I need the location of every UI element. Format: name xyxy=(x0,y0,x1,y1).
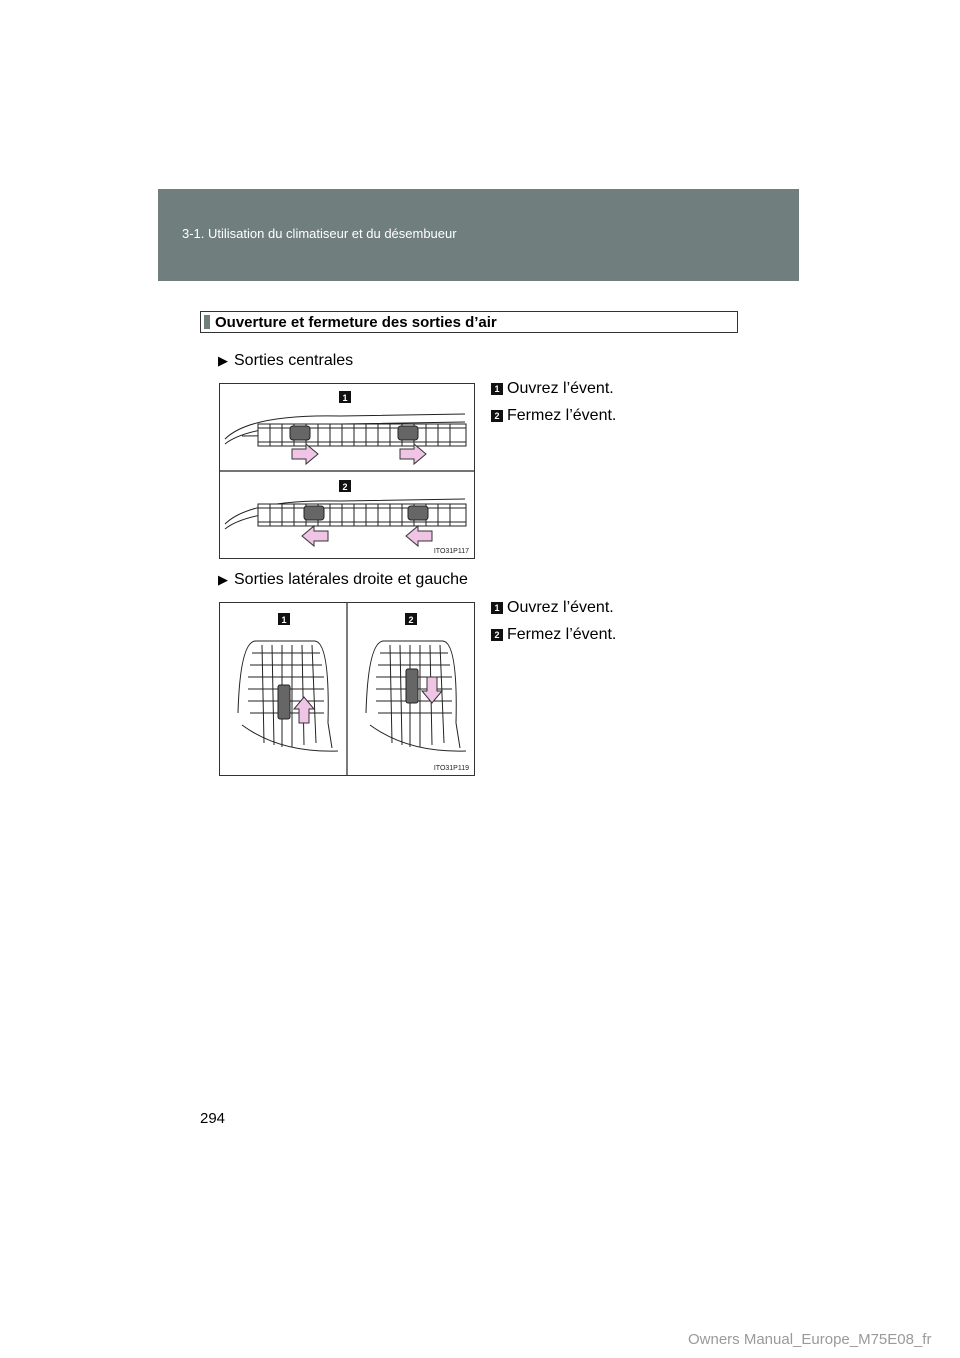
subsection-title-side xyxy=(218,571,468,589)
side-vent-illustration xyxy=(220,603,474,775)
page-number: 294 xyxy=(200,1110,226,1127)
step-close-side xyxy=(491,626,616,644)
chapter-breadcrumb: 3-1. Utilisation du climatiseur et du désembueur xyxy=(182,226,457,241)
subsection-title-text: Sorties latérales droite et gauche xyxy=(234,571,468,588)
step-open-side xyxy=(491,599,614,617)
step-number-badge: 2 xyxy=(491,410,503,422)
panel-label-2: 2 xyxy=(408,615,414,625)
arrow-left-icon xyxy=(406,526,432,546)
step-text: Ouvrez l’évent. xyxy=(507,599,614,616)
figure-code: ITO31P117 xyxy=(433,548,469,555)
bullet-triangle-icon: ▶ xyxy=(218,353,228,368)
panel-label-1: 1 xyxy=(281,615,287,625)
step-text: Ouvrez l’évent. xyxy=(507,380,614,397)
step-close-central xyxy=(491,407,616,425)
central-vent-illustration xyxy=(220,384,474,558)
subsection-title-text: Sorties centrales xyxy=(234,352,354,369)
step-number-badge: 2 xyxy=(491,629,503,641)
step-text: Fermez l’évent. xyxy=(507,407,617,424)
step-number-badge: 1 xyxy=(491,602,503,614)
section-heading xyxy=(200,311,738,333)
bullet-triangle-icon: ▶ xyxy=(218,572,228,587)
arrow-right-icon xyxy=(292,444,318,464)
step-open-central xyxy=(491,380,614,398)
subsection-title-central xyxy=(218,352,353,370)
step-text: Fermez l’évent. xyxy=(507,626,617,643)
step-number-badge: 1 xyxy=(491,383,503,395)
footer-watermark: Owners Manual_Europe_M75E08_fr xyxy=(688,1331,932,1348)
panel-label-2: 2 xyxy=(342,482,348,492)
section-title: Ouverture et fermeture des sorties d’air xyxy=(215,314,497,331)
arrow-right-icon xyxy=(400,444,426,464)
figure-code: ITO31P119 xyxy=(433,765,469,772)
arrow-down-icon xyxy=(422,677,442,703)
heading-marker xyxy=(204,315,210,329)
panel-label-1: 1 xyxy=(342,393,348,403)
figure-central-vents xyxy=(219,383,475,559)
figure-side-vents xyxy=(219,602,475,776)
chapter-header-band xyxy=(158,189,799,281)
arrow-left-icon xyxy=(302,526,328,546)
